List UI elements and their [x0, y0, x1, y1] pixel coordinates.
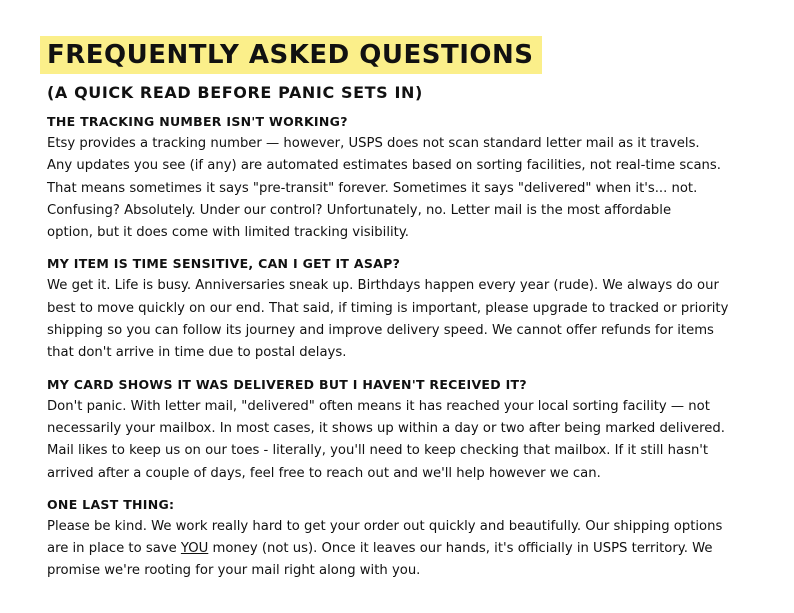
faq-item-time-sensitive — [47, 256, 770, 364]
faq-answer — [47, 396, 771, 485]
answer-line: Please be kind. We work really hard to get your order out quickly and beautifully. Our shipping options — [47, 518, 723, 534]
answer-fragment: are in place to save — [47, 541, 181, 557]
answer-fragment: money (not us). Once it leaves our hands, it's officially in USPS territory. We — [208, 541, 713, 557]
answer-line: We get it. Life is busy. Anniversaries sneak up. Birthdays happen every year (rude). We always do our — [47, 278, 719, 294]
answer-line: Mail likes to keep us on our toes - literally, you'll need to keep checking that mailbox. If it still hasn't — [47, 443, 709, 459]
answer-line: promise we're rooting for your mail right along with you. — [47, 563, 421, 579]
faq-answer — [47, 275, 771, 364]
answer-line: Any updates you see (if any) are automated estimates based on sorting facilities, not real-time scans. — [47, 158, 721, 174]
answer-line: option, but it does come with limited tracking visibility. — [47, 225, 409, 241]
answer-line: necessarily your mailbox. In most cases, it shows up within a day or two after being marked delivered. — [47, 420, 725, 436]
faq-question: ONE LAST THING: — [47, 496, 175, 512]
faq-question: THE TRACKING NUMBER ISN'T WORKING? — [47, 114, 348, 129]
answer-line — [47, 538, 771, 560]
faq-question: MY ITEM IS TIME SENSITIVE, CAN I GET IT ASAP? — [47, 256, 401, 272]
faq-item-last-thing — [47, 497, 770, 583]
faq-item-tracking — [47, 114, 770, 244]
title-highlight — [40, 36, 542, 74]
page-subtitle: (A QUICK READ BEFORE PANIC SETS IN) — [47, 83, 423, 102]
faq-answer — [47, 133, 771, 244]
answer-line: Confusing? Absolutely. Under our control? Unfortunately, no. Letter mail is the most affordable — [47, 202, 672, 218]
answer-line: Etsy provides a tracking number — however, USPS does not scan standard letter mail as it travels. — [47, 136, 700, 151]
faq-question: MY CARD SHOWS IT WAS DELIVERED BUT I HAVEN'T RECEIVED IT? — [47, 376, 527, 392]
emphasis-you: YOU — [180, 541, 209, 557]
answer-line: shipping so you can follow its journey and improve delivery speed. We cannot offer refunds for items — [47, 323, 714, 339]
answer-line: arrived after a couple of days, feel free to reach out and we'll help however we can. — [47, 465, 601, 481]
answer-line: that don't arrive in time due to postal delays. — [47, 345, 347, 361]
page-title: FREQUENTLY ASKED QUESTIONS — [47, 40, 534, 70]
answer-line: That means sometimes it says "pre-transit" forever. Sometimes it says "delivered" when it's... not. — [47, 180, 698, 196]
faq-item-delivered — [47, 377, 770, 485]
faq-page — [40, 36, 770, 583]
answer-line: Don't panic. With letter mail, "delivered" often means it has reached your local sorting facility — not — [47, 398, 710, 414]
answer-line: best to move quickly on our end. That said, if timing is important, please upgrade to tracked or priority — [47, 300, 729, 316]
faq-answer — [47, 516, 771, 583]
